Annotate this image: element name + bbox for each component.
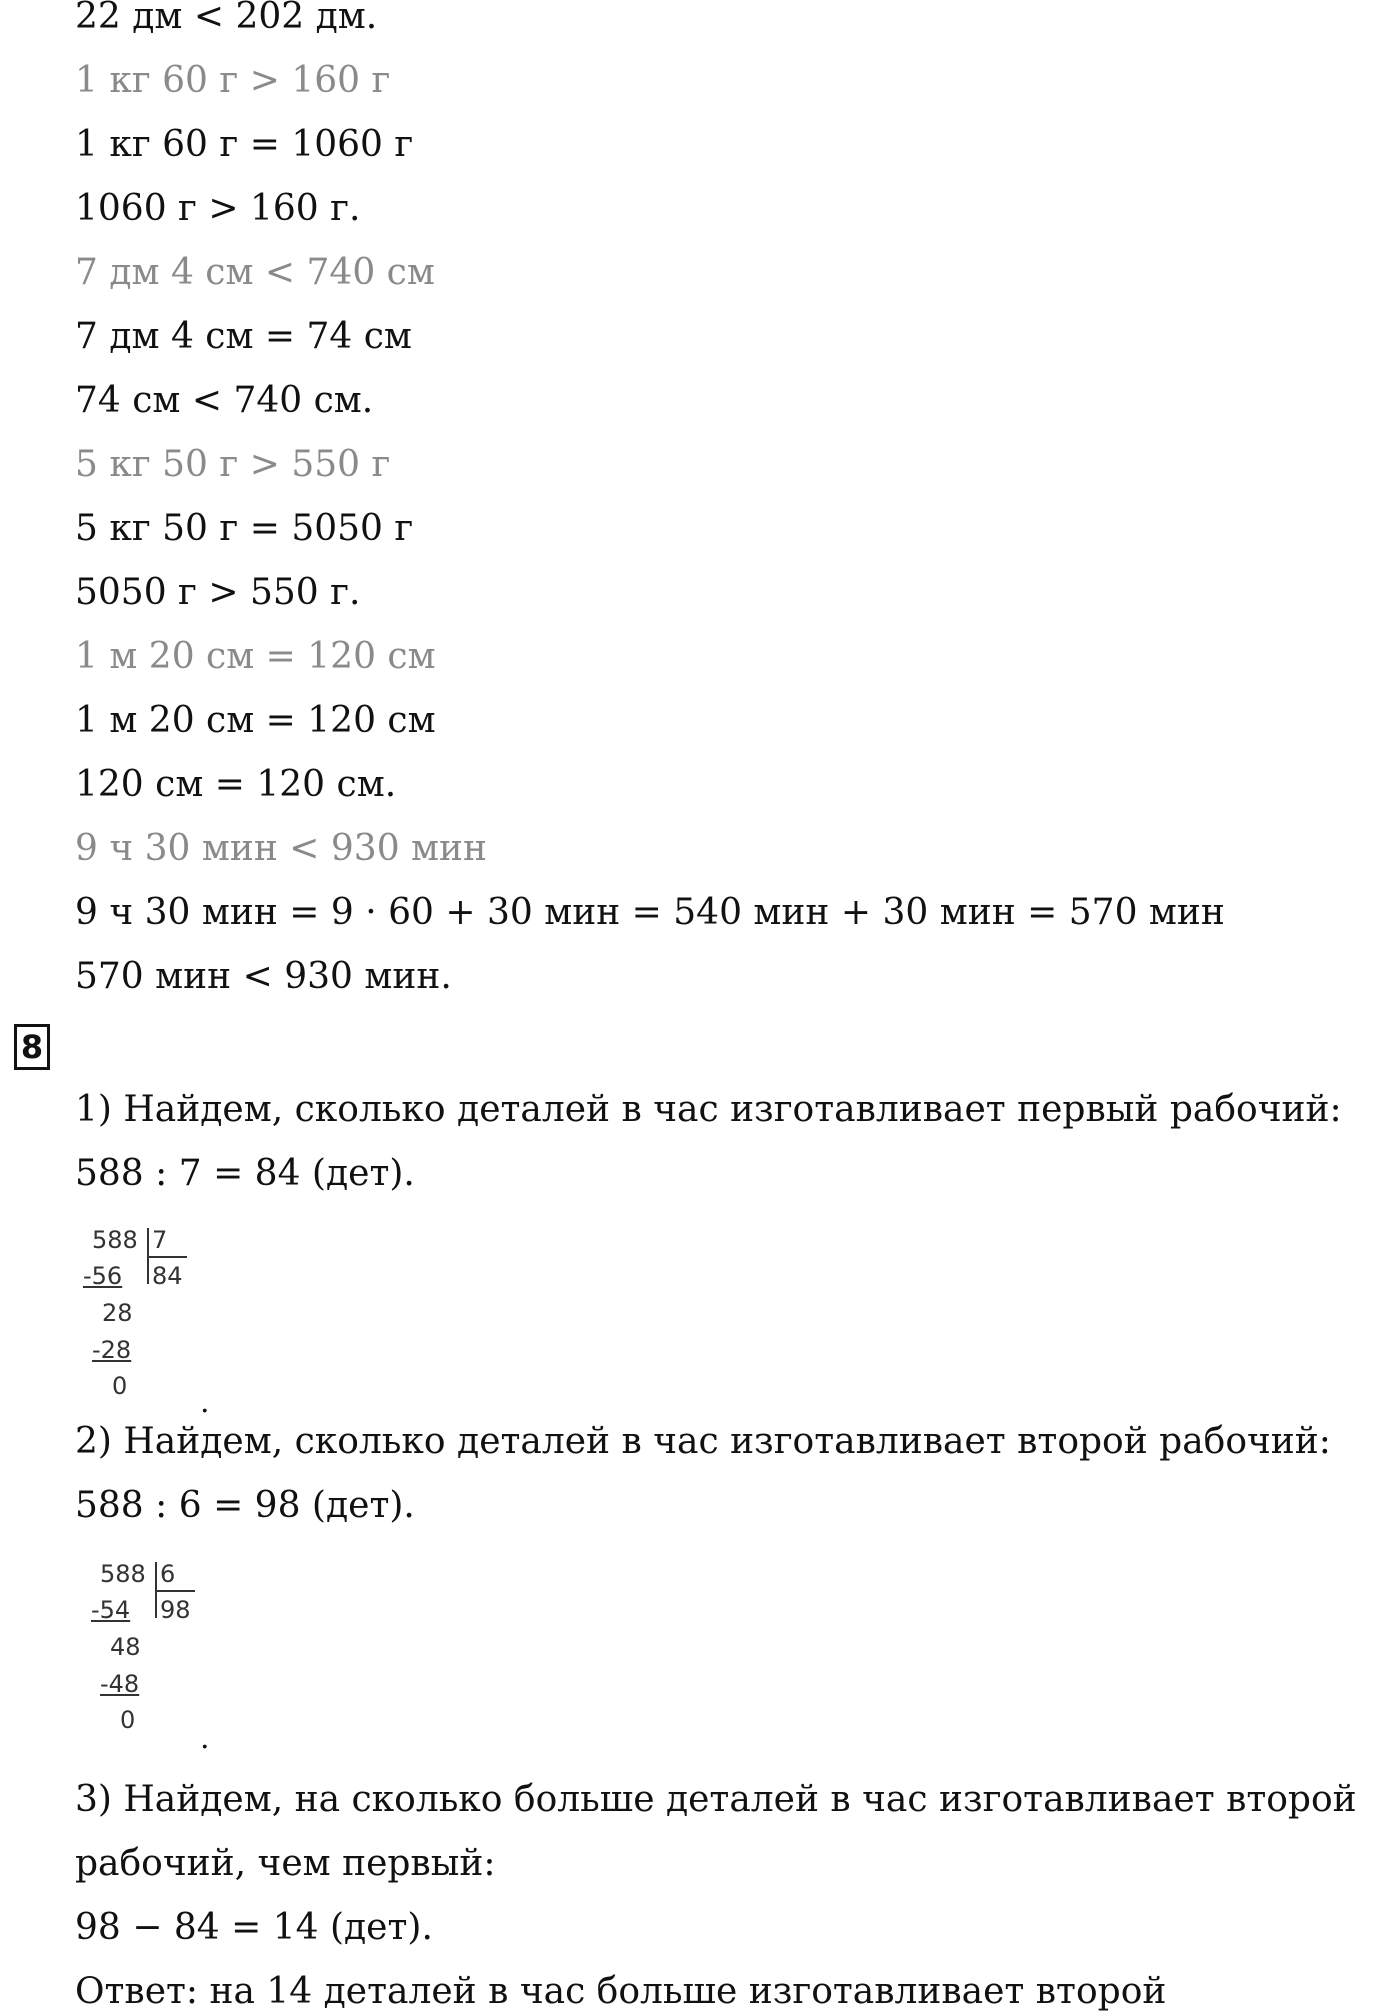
subtrahend-2: -28 xyxy=(92,1336,132,1364)
comparison-solution-line: 5050 г > 550 г. xyxy=(75,572,361,613)
step1-heading: 1) Найдем, сколько деталей в час изготавливает первый рабочий: xyxy=(75,1089,1342,1130)
subtrahend-1: -56 xyxy=(83,1262,123,1290)
comparison-solution-line: 22 дм < 202 дм. xyxy=(75,0,378,37)
divisor: 6 xyxy=(160,1560,176,1588)
division-horizontal-bar xyxy=(155,1590,195,1592)
step2-heading: 2) Найдем, сколько деталей в час изготавливает второй рабочий: xyxy=(75,1421,1331,1462)
step1-equation: 588 : 7 = 84 (дет). xyxy=(75,1153,415,1194)
step3-heading-line1: 3) Найдем, на сколько больше деталей в час изготавливает второй xyxy=(75,1779,1357,1820)
comparison-task-line: 9 ч 30 мин < 930 мин xyxy=(75,828,488,869)
quotient: 98 xyxy=(160,1596,191,1624)
comparison-solution-line: 9 ч 30 мин = 9 · 60 + 30 мин = 540 мин + 30 мин = 570 мин xyxy=(75,892,1225,933)
comparison-solution-line: 1 м 20 см = 120 см xyxy=(75,700,436,741)
subtrahend-2: -48 xyxy=(100,1670,140,1698)
dividend: 588 xyxy=(92,1226,138,1254)
task-number: 8 xyxy=(20,1028,44,1066)
remainder-2: 0 xyxy=(112,1372,128,1400)
comparison-solution-line: 1 кг 60 г = 1060 г xyxy=(75,124,414,165)
comparison-task-line: 1 кг 60 г > 160 г xyxy=(75,60,391,101)
comparison-solution-line: 5 кг 50 г = 5050 г xyxy=(75,508,414,549)
task-number-box xyxy=(14,1024,50,1070)
trailing-dot-1: . xyxy=(200,1385,210,1420)
quotient: 84 xyxy=(152,1262,183,1290)
comparison-solution-line: 7 дм 4 см = 74 см xyxy=(75,316,412,357)
step3-heading-line2: рабочий, чем первый: xyxy=(75,1843,496,1884)
comparison-task-line: 7 дм 4 см < 740 см xyxy=(75,252,435,293)
comparison-solution-line: 1060 г > 160 г. xyxy=(75,188,361,229)
division-horizontal-bar xyxy=(147,1256,187,1258)
remainder-1: 28 xyxy=(102,1299,133,1327)
remainder-1: 48 xyxy=(110,1633,141,1661)
comparison-task-line: 1 м 20 см = 120 см xyxy=(75,636,436,677)
comparison-solution-line: 74 см < 740 см. xyxy=(75,380,374,421)
comparison-solution-line: 570 мин < 930 мин. xyxy=(75,956,452,997)
divisor: 7 xyxy=(152,1226,168,1254)
subtrahend-1: -54 xyxy=(91,1596,131,1624)
step3-equation: 98 − 84 = 14 (дет). xyxy=(75,1907,433,1948)
answer-line: Ответ: на 14 деталей в час больше изготавливает второй xyxy=(75,1971,1167,2012)
long-division-2 xyxy=(88,1560,228,1740)
dividend: 588 xyxy=(100,1560,146,1588)
remainder-2: 0 xyxy=(120,1706,136,1734)
step2-equation: 588 : 6 = 98 (дет). xyxy=(75,1485,415,1526)
comparison-solution-line: 120 см = 120 см. xyxy=(75,764,397,805)
trailing-dot-2: . xyxy=(200,1721,210,1756)
comparison-task-line: 5 кг 50 г > 550 г xyxy=(75,444,391,485)
long-division-1 xyxy=(80,1226,220,1406)
